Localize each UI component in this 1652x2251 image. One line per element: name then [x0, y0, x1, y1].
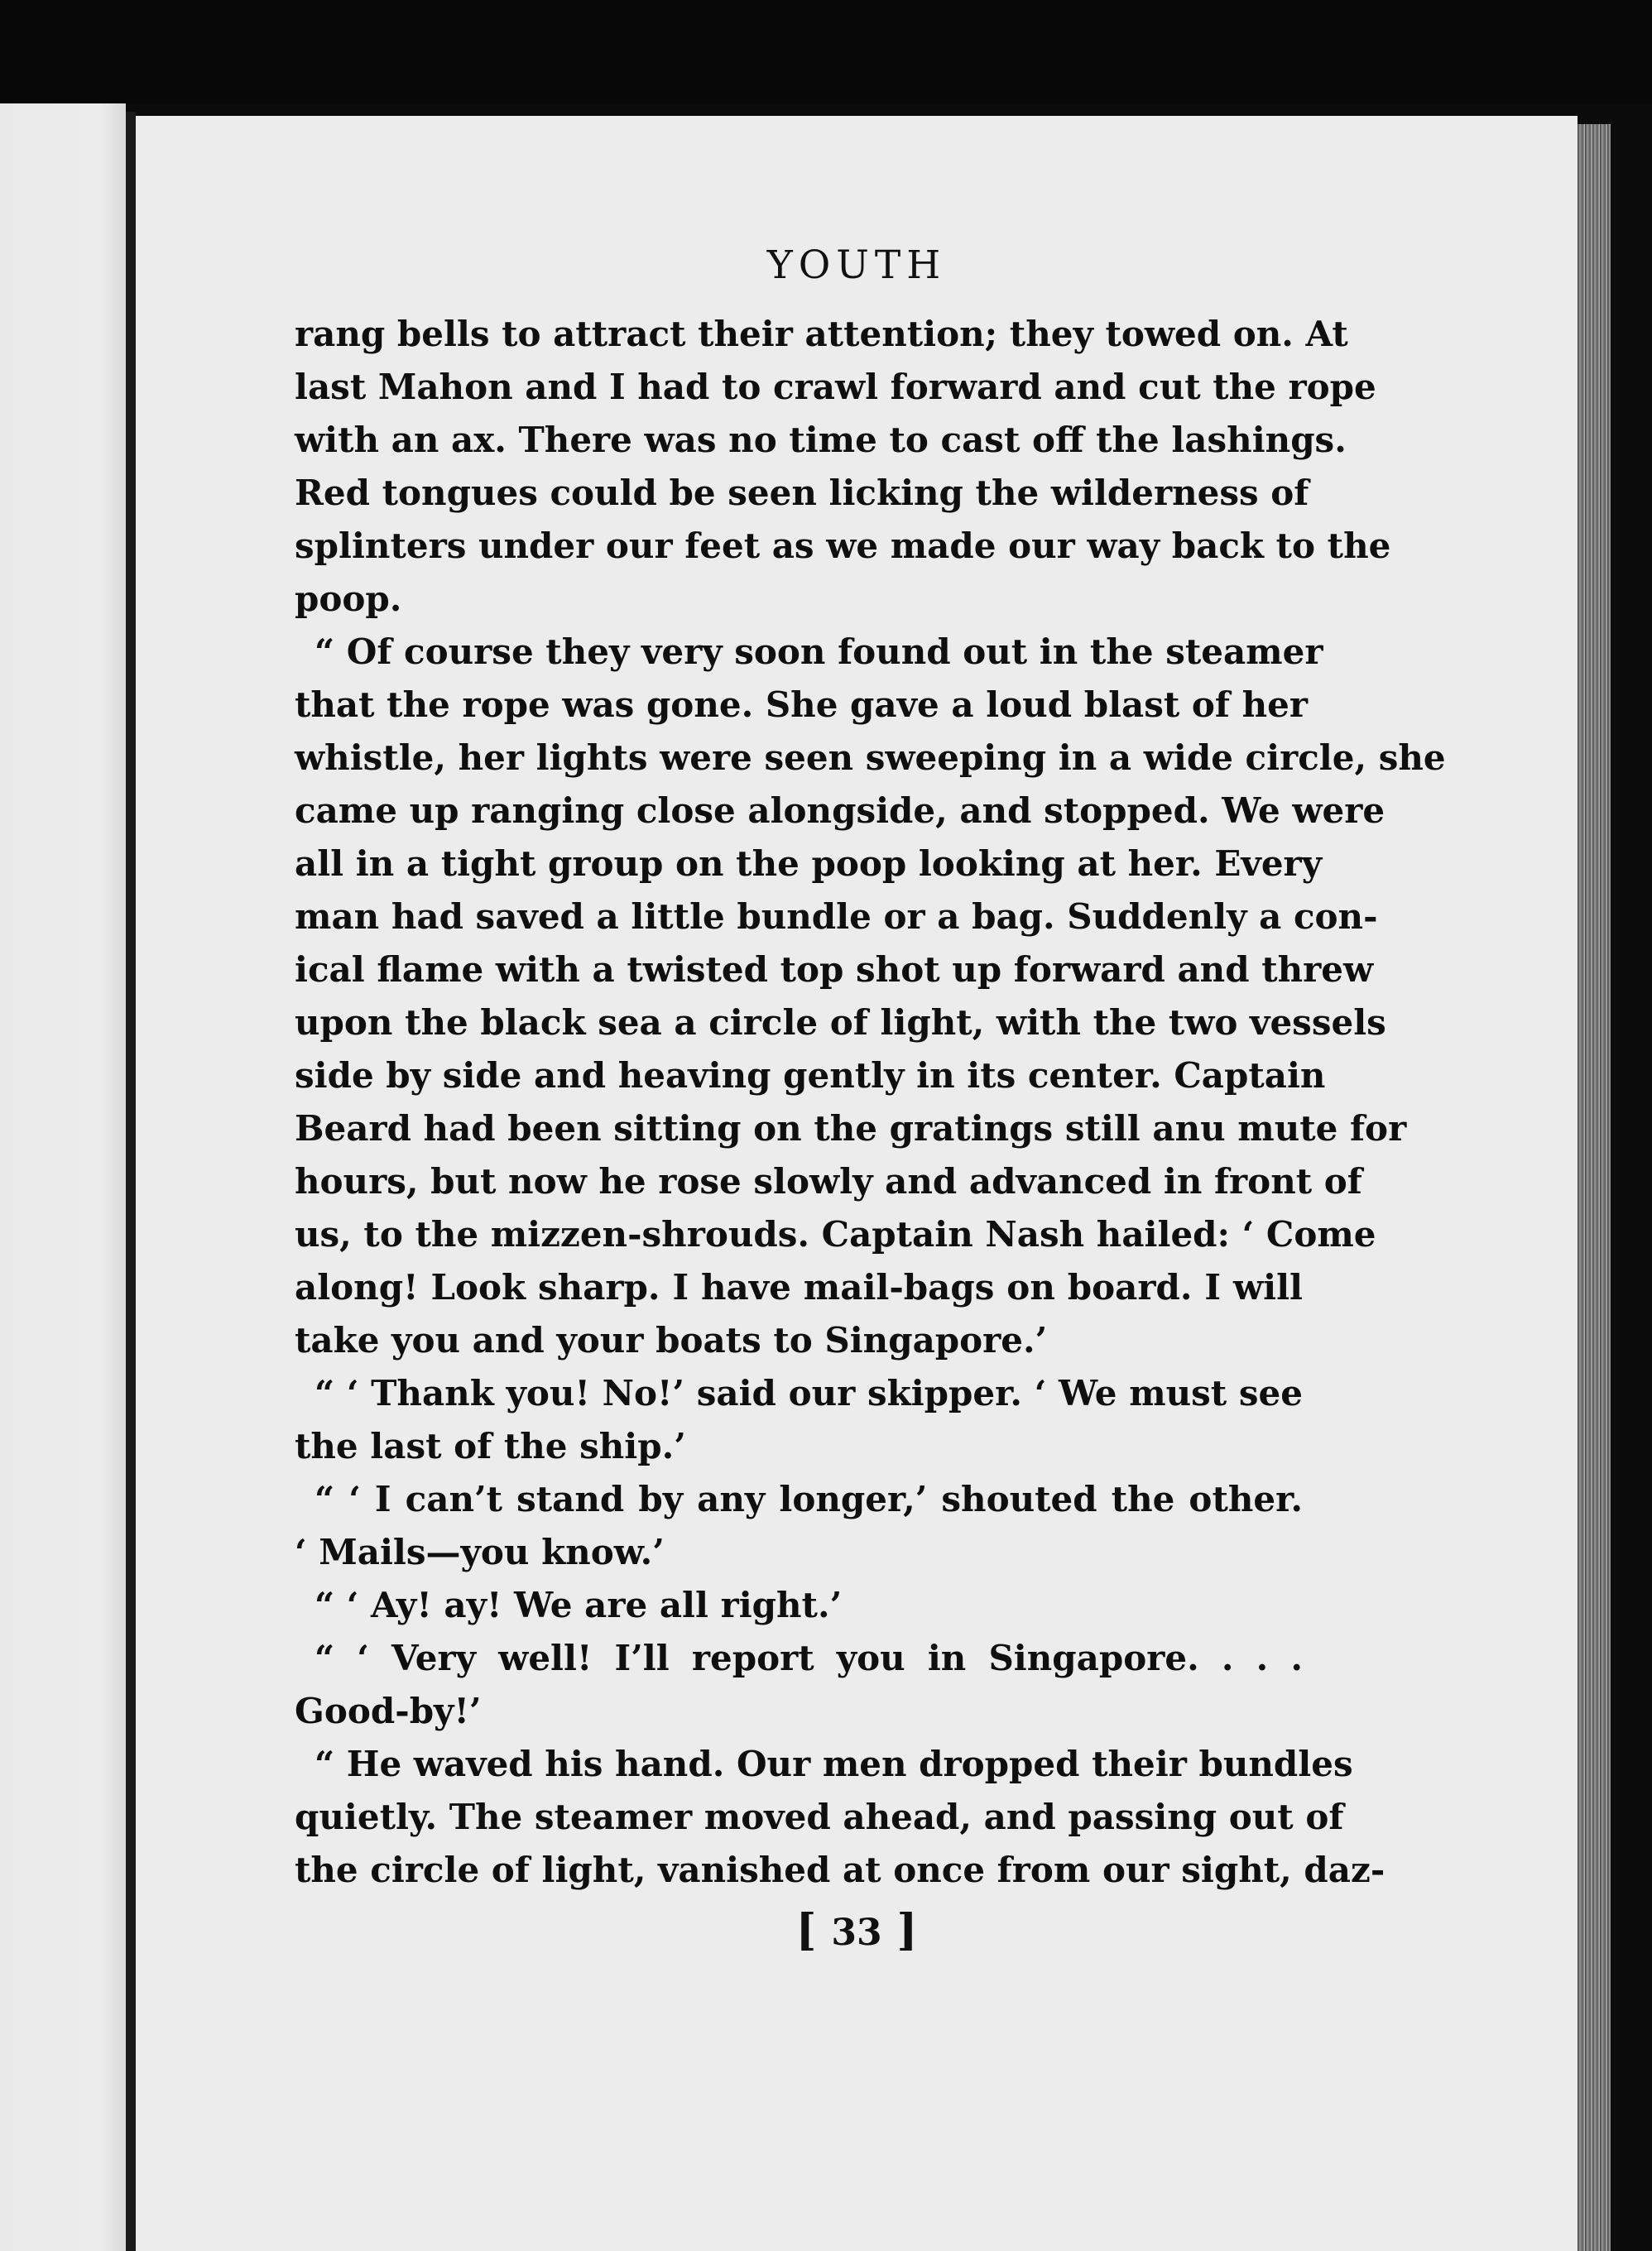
text-line: “ ‘ Very well! I’ll report you in Singapore. . . .: [315, 1638, 1303, 1678]
text-line: splinters under our feet as we made our way back to the: [295, 526, 1391, 566]
text-line: the last of the ship.’: [295, 1426, 686, 1466]
text-line: with an ax. There was no time to cast off the lashings.: [295, 420, 1347, 460]
text-line: poop.: [295, 578, 402, 619]
text-line: take you and your boats to Singapore.’: [295, 1320, 1048, 1361]
text-line: whistle, her lights were seen sweeping in a wide circle, she: [295, 737, 1446, 778]
text-line: “ ‘ Thank you! No!’ said our skipper. ‘ We must see: [315, 1373, 1303, 1413]
text-line: “ Of course they very soon found out in the steamer: [315, 631, 1323, 672]
text-line: “ ‘ Ay! ay! We are all right.’: [315, 1585, 843, 1625]
text-line: Beard had been sitting on the gratings still anu mute for: [295, 1108, 1407, 1149]
text-line: all in a tight group on the poop looking at her. Every: [295, 843, 1323, 884]
text-line: side by side and heaving gently in its center. Captain: [295, 1055, 1326, 1096]
text-line: Good-by!’: [295, 1691, 482, 1731]
body-text: [295, 308, 1446, 1897]
folio-number: 33: [831, 1912, 882, 1954]
text-line: “ ‘ I can’t stand by any longer,’ shouted the other.: [315, 1479, 1303, 1519]
text-line: hours, but now he rose slowly and advanced in front of: [295, 1161, 1362, 1202]
text-line: rang bells to attract their attention; they towed on. At: [295, 314, 1348, 354]
folio-bracket-close: ]: [896, 1905, 918, 1956]
text-line: ical flame with a twisted top shot up forward and threw: [295, 949, 1374, 990]
text-line: man had saved a little bundle or a bag. Suddenly a con-: [295, 896, 1378, 937]
text-line: ‘ Mails—you know.’: [295, 1532, 665, 1572]
text-line: upon the black sea a circle of light, with the two vessels: [295, 1002, 1386, 1043]
text-line: “ He waved his hand. Our men dropped their bundles: [315, 1744, 1353, 1784]
text-line: last Mahon and I had to crawl forward and cut the rope: [295, 367, 1376, 407]
page-stack-edge: [1578, 124, 1611, 2251]
running-head: YOUTH: [766, 242, 947, 288]
text-line: along! Look sharp. I have mail-bags on board. I will: [295, 1267, 1303, 1308]
text-line: came up ranging close alongside, and stopped. We were: [295, 790, 1385, 831]
folio-bracket-open: [: [795, 1905, 817, 1956]
scan-border-top: [0, 0, 1652, 103]
text-line: the circle of light, vanished at once from our sight, daz-: [295, 1850, 1385, 1890]
book-gutter: [126, 112, 136, 2251]
text-line: us, to the mizzen-shrouds. Captain Nash hailed: ‘ Come: [295, 1214, 1376, 1255]
page-number: [136, 1905, 1578, 1956]
facing-page-edge: [0, 103, 126, 2251]
scan-border-right: [1611, 116, 1652, 2251]
text-line: Red tongues could be seen licking the wilderness of: [295, 473, 1309, 513]
text-line: that the rope was gone. She gave a loud blast of her: [295, 684, 1308, 725]
text-line: quietly. The steamer moved ahead, and passing out of: [295, 1797, 1344, 1837]
